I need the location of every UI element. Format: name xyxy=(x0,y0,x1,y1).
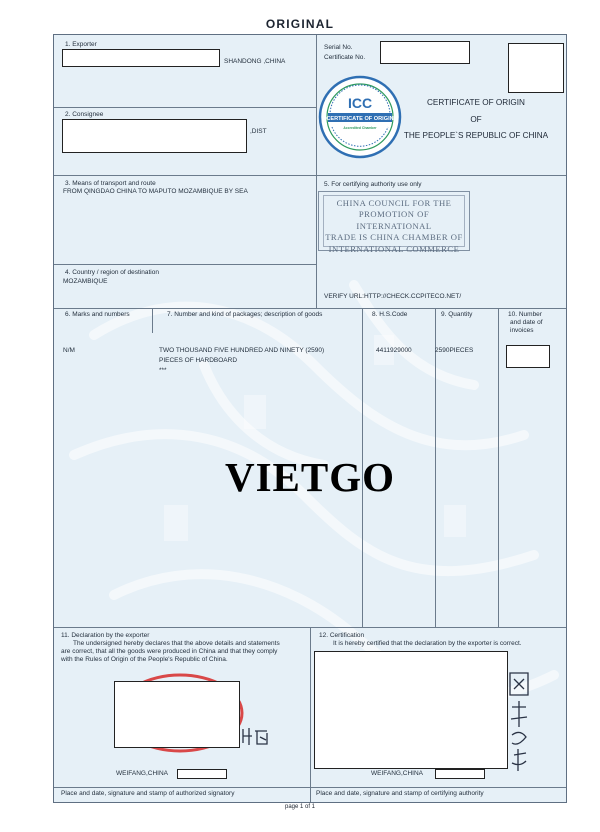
consignee-name-redacted xyxy=(62,119,247,153)
consignee-suffix: ,DIST xyxy=(250,128,267,135)
col-invoice-header-1: 10. Number xyxy=(508,311,542,318)
exporter-label: 1. Exporter xyxy=(65,41,97,48)
stamp-line-2: PROMOTION OF INTERNATIONAL xyxy=(356,209,432,231)
exporter-place: WEIFANG,CHINA xyxy=(116,770,169,777)
declaration-line-1: The undersigned hereby declares that the above details and statements xyxy=(73,640,280,647)
exporter-location: SHANDONG ,CHINA xyxy=(224,58,286,65)
document-title: ORIGINAL xyxy=(265,17,335,31)
rule-v-c1 xyxy=(152,309,153,333)
authority-sign-caption: Place and date, signature and stamp of certifying authority xyxy=(316,790,484,797)
col-quantity-header: 9. Quantity xyxy=(441,311,473,318)
authority-date-redacted xyxy=(435,769,485,779)
destination-value: MOZAMBIQUE xyxy=(63,278,108,285)
rule-v-bottom xyxy=(310,627,311,802)
rule-h-1 xyxy=(54,107,316,108)
exporter-sign-caption: Place and date, signature and stamp of authorized signatory xyxy=(61,790,235,797)
rule-h-2 xyxy=(54,175,566,176)
col-invoice-header-3: invoices xyxy=(510,327,534,334)
destination-label: 4. Country / region of destination xyxy=(65,269,159,276)
photo-redacted xyxy=(508,43,564,93)
serial-label: Serial No. xyxy=(324,44,353,51)
authority-place: WEIFANG,CHINA xyxy=(371,770,424,777)
rule-h-4 xyxy=(54,308,566,309)
col-description-header: 7. Number and kind of packages; description of goods xyxy=(167,311,323,318)
heading-line3: THE PEOPLE`S REPUBLIC OF CHINA xyxy=(403,131,549,140)
icc-band-text: CERTIFICATE OF ORIGIN xyxy=(326,115,394,122)
serial-number-redacted xyxy=(380,41,470,64)
verify-url: VERIFY URL:HTTP://CHECK.CCPITECO.NET/ xyxy=(324,293,462,300)
goods-quantity: 2590PIECES xyxy=(435,347,474,354)
goods-description-2: PIECES OF HARDBOARD xyxy=(159,357,238,364)
consignee-label: 2. Consignee xyxy=(65,111,104,118)
goods-marks: N/M xyxy=(63,347,75,354)
transport-label: 3. Means of transport and route xyxy=(65,180,156,187)
certificate-form xyxy=(53,34,567,803)
certificate-no-label: Certificate No. xyxy=(324,54,366,61)
certification-label: 12. Certification xyxy=(319,632,365,639)
col-marks-header: 6. Marks and numbers xyxy=(65,311,130,318)
heading-line2: OF xyxy=(470,115,482,124)
stamp-line-1: CHINA COUNCIL FOR THE xyxy=(336,198,452,208)
authority-label: 5. For certifying authority use only xyxy=(324,181,422,188)
invoice-number-redacted xyxy=(506,345,550,368)
declaration-line-2: are correct, that all the goods were produced in China and that they comply xyxy=(61,648,278,655)
icc-mark-text: ICC xyxy=(347,95,373,111)
declaration-label: 11. Declaration by the exporter xyxy=(61,632,150,639)
exporter-signature xyxy=(240,725,270,747)
exporter-stamp-redacted xyxy=(114,681,240,748)
ccpit-stamp xyxy=(318,191,470,254)
exporter-name-redacted xyxy=(62,49,220,67)
page-number: page 1 of 1 xyxy=(284,804,316,810)
rule-v-top xyxy=(316,35,317,309)
transport-value: FROM QINGDAO CHINA TO MAPUTO MOZAMBIQUE BY SEA xyxy=(63,188,248,195)
stamp-line-3: TRADE IS CHINA CHAMBER OF xyxy=(325,232,463,243)
goods-description-3: *** xyxy=(159,367,167,374)
certification-text: It is hereby certified that the declaration by the exporter is correct. xyxy=(333,640,522,647)
vietgo-watermark: VIETGO xyxy=(224,454,396,500)
goods-hs-code: 4411929000 xyxy=(376,347,412,354)
authority-stamp-redacted xyxy=(314,651,508,769)
goods-description-1: TWO THOUSAND FIVE HUNDRED AND NINETY (2590) xyxy=(159,347,325,354)
col-hs-header: 8. H.S.Code xyxy=(372,311,408,318)
stamp-line-4: INTERNATIONAL COMMERCE xyxy=(328,243,460,254)
exporter-date-redacted xyxy=(177,769,227,779)
rule-h-3 xyxy=(54,264,316,265)
heading-line1: CERTIFICATE OF ORIGIN xyxy=(427,98,525,107)
declaration-line-3: with the Rules of Origin of the People's Republic of China. xyxy=(61,656,228,663)
col-invoice-header-2: and date of xyxy=(510,319,543,326)
icc-sub-text: Accredited Chamber xyxy=(343,126,377,130)
authority-signature xyxy=(506,667,532,779)
